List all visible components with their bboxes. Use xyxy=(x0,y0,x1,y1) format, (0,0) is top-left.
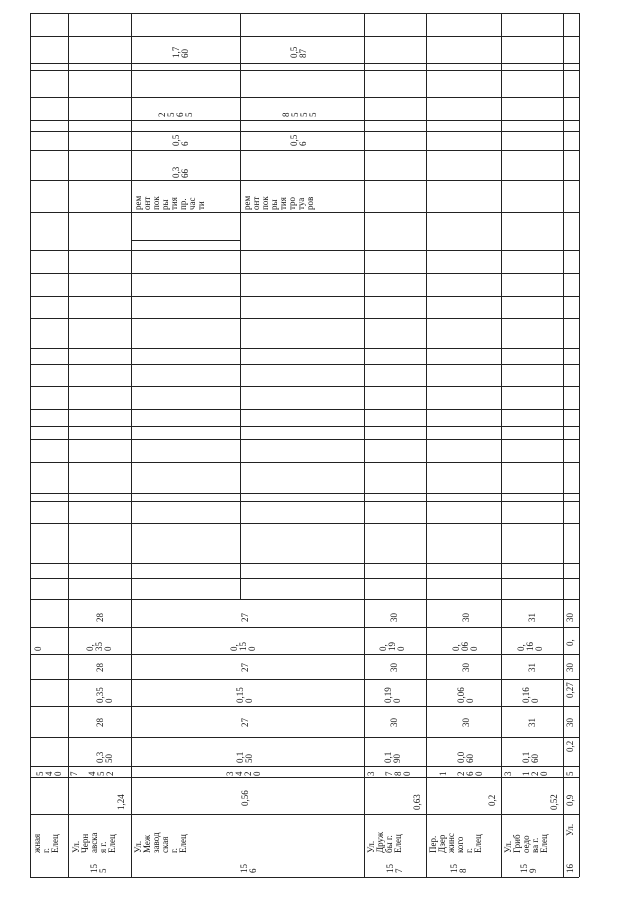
grid-line xyxy=(30,97,579,98)
row-155-d: 28 xyxy=(95,663,105,672)
grid-line xyxy=(30,409,579,410)
grid-line xyxy=(30,296,579,297)
grid-line xyxy=(30,777,579,778)
row-158-name: Пер. Дзер жинс кого г. Елец xyxy=(428,833,483,853)
row-159-code: 3 1 2 0 xyxy=(503,771,549,776)
grid-line xyxy=(30,877,579,878)
row-156-d: 27 xyxy=(240,663,250,672)
row-159-b: 31 xyxy=(527,718,537,727)
col-border-right xyxy=(579,13,580,877)
col-border-7 xyxy=(563,13,564,877)
row-155-name: Ул. Черн авска я г. Елец xyxy=(71,832,117,853)
row-159-name: Ул. Гриб оедо ва г. Елец xyxy=(503,834,549,853)
row-160-d: 30 xyxy=(565,663,575,672)
row-prev-name: жная г. Елец xyxy=(32,833,60,853)
row-156-work-2-c: 8 5 5 5 xyxy=(281,112,318,117)
row-156-e: 0, 15 0 xyxy=(229,642,257,651)
row-156-code: 3 4 2 0 xyxy=(225,771,262,776)
row-155-length: 1,24 xyxy=(116,794,126,810)
row-160-e: 0, xyxy=(565,639,575,646)
grid-line xyxy=(30,654,579,655)
row-158-code: 1 2 6 0 xyxy=(438,771,484,776)
row-158-number: 15 8 xyxy=(449,864,468,873)
grid-line xyxy=(30,250,579,251)
grid-line xyxy=(30,462,579,463)
col-border-5 xyxy=(426,13,427,877)
row-156-work-1-a: 0,3 66 xyxy=(171,166,190,178)
row-157-b: 30 xyxy=(389,718,399,727)
row-prev-f: 0 xyxy=(33,646,43,651)
grid-line xyxy=(30,63,579,64)
grid-line xyxy=(30,212,579,213)
row-159-number: 15 9 xyxy=(519,864,538,873)
row-155-code: 7 4 5 2 xyxy=(69,771,115,776)
row-157-f: 30 xyxy=(389,613,399,622)
row-156-f: 27 xyxy=(240,613,250,622)
grid-line xyxy=(30,599,579,600)
grid-line xyxy=(30,348,579,349)
row-156-a: 0,1 50 xyxy=(235,751,254,763)
row-158-e: 0, 06 0 xyxy=(451,642,479,651)
row-156-number: 15 6 xyxy=(239,864,258,873)
row-156-length: 0,56 xyxy=(240,790,250,806)
grid-line xyxy=(30,706,579,707)
row-157-a: 0,1 90 xyxy=(383,751,402,763)
col-border-left xyxy=(30,13,31,877)
grid-line xyxy=(30,273,579,274)
grid-line xyxy=(30,318,579,319)
row-158-length: 0,2 xyxy=(487,794,497,806)
row-157-c: 0,19 0 xyxy=(383,687,402,703)
row-160-b: 30 xyxy=(565,718,575,727)
table-top-border xyxy=(30,13,579,14)
row-158-a: 0,0 60 xyxy=(456,751,475,763)
row-160-length: 0,9 xyxy=(565,794,575,806)
row-155-e: 0, 35 0 xyxy=(85,642,113,651)
col-border-4 xyxy=(364,13,365,877)
grid-line xyxy=(30,814,579,815)
grid-line xyxy=(30,386,579,387)
grid-line xyxy=(30,493,579,494)
row-159-a: 0,1 60 xyxy=(521,751,540,763)
grid-line xyxy=(30,150,579,151)
row-155-f: 28 xyxy=(95,613,105,622)
row-159-c: 0,16 0 xyxy=(521,687,540,703)
grid-line xyxy=(30,523,579,524)
row-border-155 xyxy=(30,70,579,71)
grid-line xyxy=(30,180,579,181)
row-159-f: 31 xyxy=(527,613,537,622)
row-158-f: 30 xyxy=(461,613,471,622)
col-border-3 xyxy=(240,13,241,599)
row-155-a: 0,3 50 xyxy=(95,751,114,763)
row-159-d: 31 xyxy=(527,663,537,672)
row-156-work-2-b: 0,5 6 xyxy=(289,134,308,146)
row-160-name: Ул. xyxy=(565,823,575,836)
row-155-b: 28 xyxy=(95,718,105,727)
row-156-work-2: рем онт пок ры тия тро туа ров xyxy=(242,195,315,210)
row-156-work-1-d: 1,7 60 xyxy=(171,46,190,58)
row-border-156 xyxy=(30,131,579,132)
row-155-number: 15 5 xyxy=(89,864,108,873)
row-border-159 xyxy=(30,501,579,502)
row-157-name: Ул. Друж бы г. Елец xyxy=(366,831,403,853)
row-157-e: 0, 19 0 xyxy=(378,642,406,651)
row-158-c: 0,06 0 xyxy=(456,687,475,703)
grid-line xyxy=(30,36,579,37)
row-border-158 xyxy=(30,426,579,427)
row-159-e: 0, 16 0 xyxy=(516,642,544,651)
row-160-code: 5 xyxy=(565,771,575,776)
table-bottom-border xyxy=(30,578,579,579)
row-border-156-split xyxy=(131,240,241,241)
row-160-c: 0,27 xyxy=(565,682,575,698)
row-156-b: 27 xyxy=(240,718,250,727)
row-160-f: 30 xyxy=(565,613,575,622)
col-border-2 xyxy=(131,13,132,877)
row-159-length: 0,52 xyxy=(549,794,559,810)
row-156-c: 0,15 0 xyxy=(235,687,254,703)
col-border-1 xyxy=(68,13,69,877)
row-156-work-2-d: 0,5 87 xyxy=(289,46,308,58)
grid-line xyxy=(30,120,579,121)
row-160-number: 16 xyxy=(565,864,575,873)
grid-line xyxy=(30,766,579,767)
row-157-code: 3 7 8 0 xyxy=(366,771,412,776)
row-156-work-1-c: 2 5 6 5 xyxy=(157,112,194,117)
row-157-number: 15 7 xyxy=(385,864,404,873)
row-160-a: 0,2 xyxy=(565,740,575,752)
row-157-d: 30 xyxy=(389,663,399,672)
row-border-160 xyxy=(30,563,579,564)
grid-line xyxy=(30,627,579,628)
row-157-length: 0,63 xyxy=(412,794,422,810)
row-156-work-1-b: 0,5 6 xyxy=(171,134,190,146)
row-156-work-1: рем онт пок ры тия пр. час ти xyxy=(133,195,206,210)
row-158-b: 30 xyxy=(461,718,471,727)
row-155-c: 0,35 0 xyxy=(95,687,114,703)
row-border-157 xyxy=(30,364,579,365)
row-158-d: 30 xyxy=(461,663,471,672)
row-156-name: Ул. Меж завод ская г. Елец xyxy=(133,832,188,853)
grid-line xyxy=(30,679,579,680)
row-prev-code: 5 4 0 xyxy=(35,771,63,776)
grid-line xyxy=(30,439,579,440)
col-border-6 xyxy=(501,13,502,877)
grid-line xyxy=(30,737,579,738)
